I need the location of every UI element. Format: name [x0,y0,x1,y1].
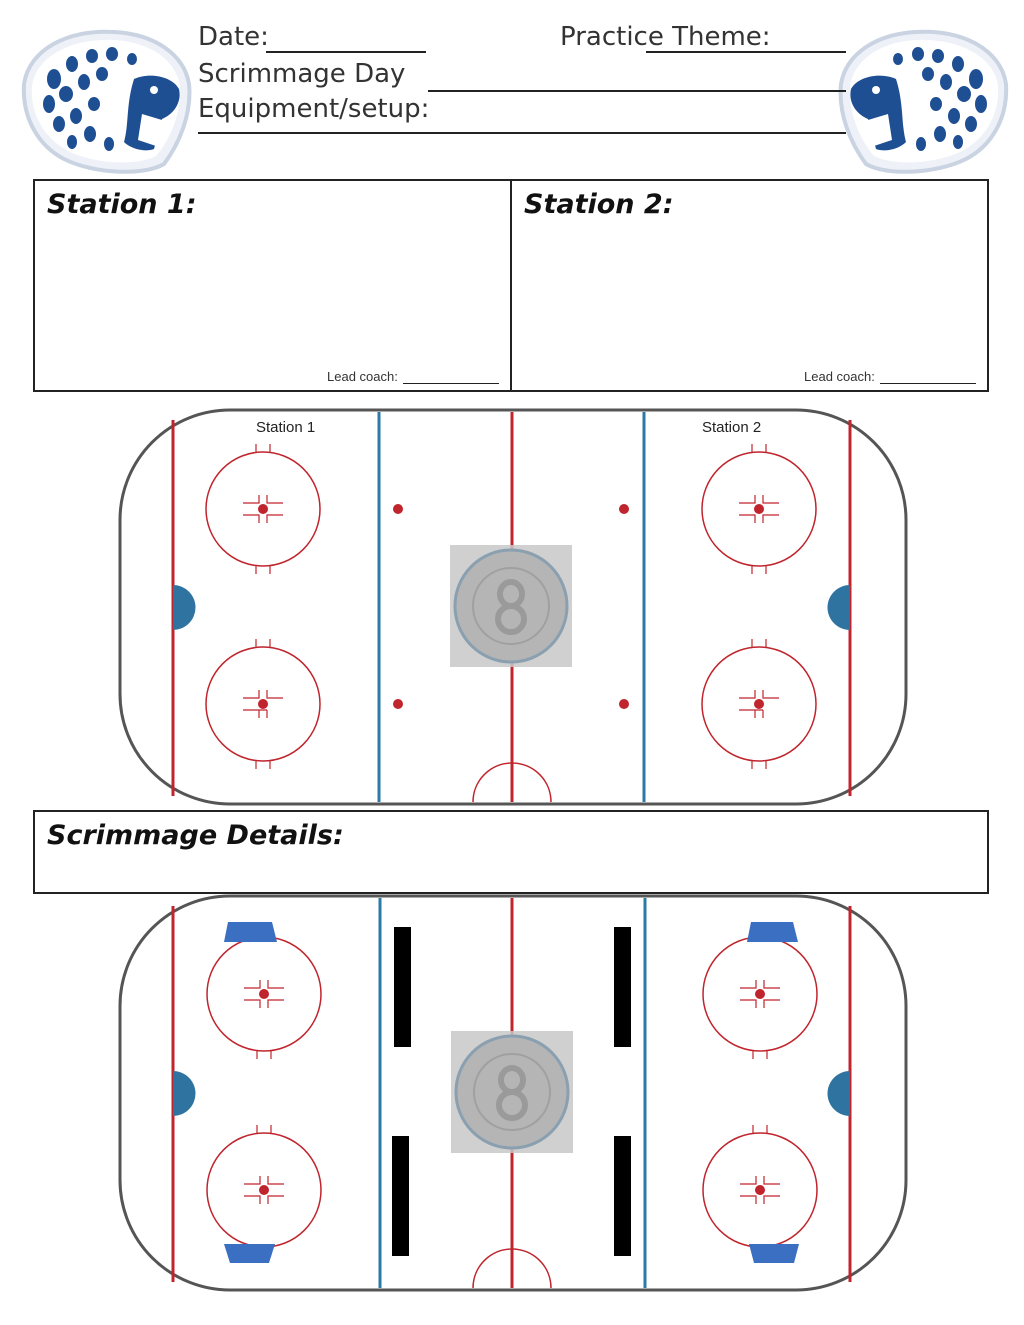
net-icon [224,1244,275,1263]
equipment-label: Equipment/setup: [198,94,430,124]
station-1-lead-blank[interactable] [403,383,499,384]
station-2-lead-blank[interactable] [880,383,976,384]
neutral-zone-dot [393,699,403,709]
watermark-icon [450,545,572,667]
station-2-box[interactable] [510,179,989,392]
jaguar-logo-left-icon [14,24,194,174]
station-1-lead-label: Lead coach: [327,369,398,384]
date-label: Date: [198,22,269,52]
scrimmage-day-label: Scrimmage Day [198,59,406,89]
practice-theme-label: Practice Theme: [560,22,771,52]
rink-diagram-top [118,408,908,806]
scrimmage-day-blank[interactable] [428,90,846,92]
neutral-zone-dot [619,504,629,514]
jaguar-logo-right-icon [836,24,1016,174]
watermark-icon [451,1031,573,1153]
station-2-lead-label: Lead coach: [804,369,875,384]
barrier-board [392,1136,409,1256]
practice-theme-blank[interactable] [646,51,846,53]
neutral-zone-dot [393,504,403,514]
net-icon [224,922,277,942]
rink-diagram-bottom [118,894,908,1294]
rink-label-station-2: Station 2 [702,419,762,436]
net-icon [749,1244,799,1263]
barrier-board [614,1136,631,1256]
barrier-board [394,927,411,1047]
rink-label-station-1: Station 1 [256,419,316,436]
barrier-board [614,927,631,1047]
scrimmage-details-title: Scrimmage Details: [47,820,344,851]
scrimmage-details-box[interactable] [33,810,989,894]
station-1-box[interactable] [33,179,512,392]
equipment-blank[interactable] [198,132,846,134]
station-1-title: Station 1: [47,189,197,220]
net-icon [747,922,798,942]
neutral-zone-dot [619,699,629,709]
station-2-title: Station 2: [524,189,674,220]
date-blank[interactable] [266,51,426,53]
